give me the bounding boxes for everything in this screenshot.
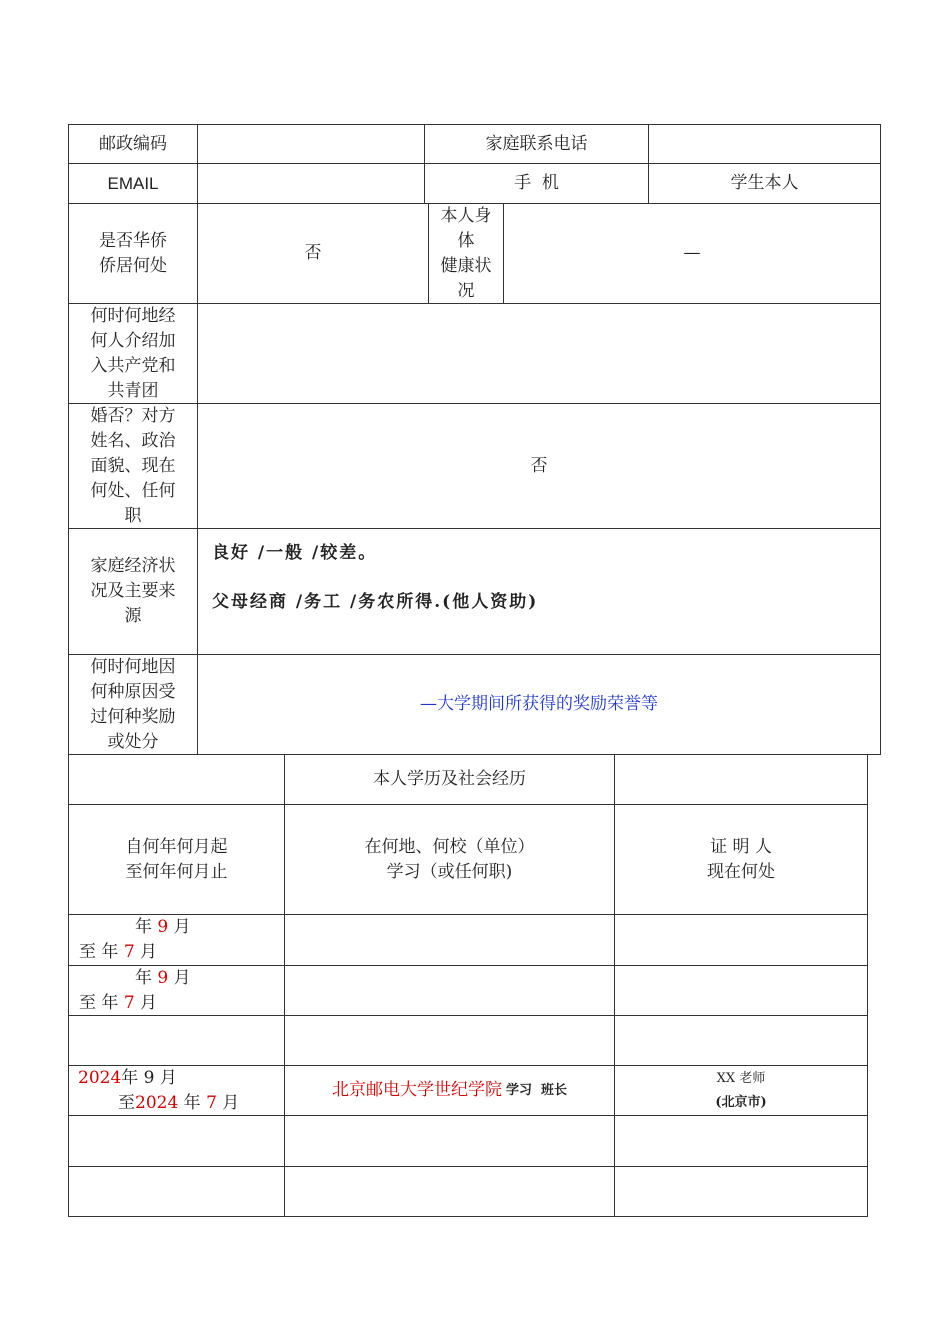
entry-end-prefix: 至 [118,1092,135,1113]
award-label [68,654,198,755]
mobile-label: 手 机 [424,163,649,204]
start-month: 9 [157,917,169,937]
col-period-header [68,804,285,915]
col-witness-line: 现在何处 [707,861,775,882]
entry-place [284,1065,615,1116]
table-row-place[interactable] [284,914,615,966]
history-title: 本人学历及社会经历 [284,754,615,805]
entry-end-year: 2024 [135,1092,179,1113]
entry-end-month: 7 [206,1092,217,1113]
overseas-label-line: 是否华侨 [99,230,167,251]
entry-school: 北京邮电大学世纪学院 [331,1080,502,1100]
table-row-place[interactable] [284,1166,615,1217]
end-month: 7 [123,992,135,1013]
overseas-value: 否 [197,203,429,304]
entry-end-suffix: 月 [216,1092,240,1113]
entry-period [68,1065,285,1116]
award-label-line: 何时何地因 [90,656,176,677]
col-place-line: 在何地、何校（单位） [364,836,535,857]
health-label-line: 本人身 [440,205,492,226]
table-row-period [68,914,285,966]
postal-code-label: 邮政编码 [68,124,198,164]
finance-label-line: 况及主要来 [90,581,176,601]
col-place-line: 学习（或任何职) [386,861,513,882]
end-suffix: 月 [140,942,158,962]
start-year-blank: 年 [135,967,152,988]
marriage-label-line: 婚否？对方 [90,405,176,426]
entry-witness-name: XX 老师 [716,1070,766,1086]
entry-start-year: 2024 [78,1067,122,1088]
health-label-line: 健康状 [440,255,492,276]
mobile-value: 学生本人 [648,163,881,204]
entry-start-rest: 年 9 月 [121,1067,177,1088]
table-row-period [68,965,285,1016]
table-row-period[interactable] [68,1015,285,1066]
finance-value [197,528,881,655]
finance-label [68,528,198,655]
marriage-label-line: 何处、任何 [90,480,176,501]
party-label [68,303,198,404]
start-suffix: 月 [173,917,191,937]
postal-code-field[interactable] [197,124,425,164]
email-label: EMAIL [68,163,198,204]
col-place-header [284,804,615,915]
table-row-witness[interactable] [614,1015,868,1066]
end-prefix: 至 年 [79,942,119,962]
party-label-line: 何时何地经 [90,305,176,326]
start-suffix: 月 [173,967,191,988]
col-period-line: 至何年何月止 [125,861,228,882]
marriage-label-line: 面貌、现在 [90,455,176,476]
overseas-label [68,203,198,304]
table-row-witness[interactable] [614,965,868,1016]
award-value: —大学期间所获得的奖励荣誉等 [197,654,881,755]
marriage-label-line: 姓名、政治 [90,430,176,451]
table-row-witness[interactable] [614,1166,868,1217]
home-phone-field[interactable] [648,124,881,164]
party-field[interactable] [197,303,881,404]
finance-label-line: 家庭经济状 [90,556,176,576]
history-blank-left [68,754,285,805]
finance-status: 良好 /一般 /较差。 [212,543,378,563]
end-prefix: 至 年 [79,992,119,1013]
award-label-line: 何种原因受 [90,681,176,702]
health-label-line: 况 [457,280,475,301]
health-label-line: 体 [457,230,475,251]
table-row-period[interactable] [68,1115,285,1167]
col-period-line: 自何年何月起 [125,836,228,857]
entry-end-mid: 年 [178,1092,207,1113]
start-month: 9 [157,967,169,988]
award-label-line: 或处分 [107,731,159,752]
entry-role: 学习 班长 [505,1082,568,1098]
history-blank-right [614,754,868,805]
table-row-place[interactable] [284,1015,615,1066]
finance-source: 父母经商 /务工 /务农所得.(他人资助) [212,592,539,612]
health-value: — [503,203,881,304]
table-row-witness[interactable] [614,914,868,966]
marriage-label-line: 职 [124,505,142,526]
col-witness-header [614,804,868,915]
email-field[interactable] [197,163,425,204]
party-label-line: 何人介绍加 [90,330,176,351]
award-label-line: 过何种奖励 [90,706,176,727]
entry-witness-place: (北京市) [715,1094,767,1110]
table-row-place[interactable] [284,1115,615,1167]
home-phone-label: 家庭联系电话 [424,124,649,164]
table-row-place[interactable] [284,965,615,1016]
marriage-value: 否 [197,403,881,529]
start-year-blank: 年 [135,917,152,937]
party-label-line: 共青团 [107,380,159,401]
finance-label-line: 源 [124,606,142,626]
table-row-period[interactable] [68,1166,285,1217]
end-month: 7 [123,942,135,962]
health-label [428,203,504,304]
col-witness-line: 证 明 人 [710,836,772,857]
end-suffix: 月 [140,992,158,1013]
table-row-witness[interactable] [614,1115,868,1167]
overseas-label-line: 侨居何处 [99,255,167,276]
entry-witness [614,1065,868,1116]
marriage-label [68,403,198,529]
party-label-line: 入共产党和 [90,355,176,376]
